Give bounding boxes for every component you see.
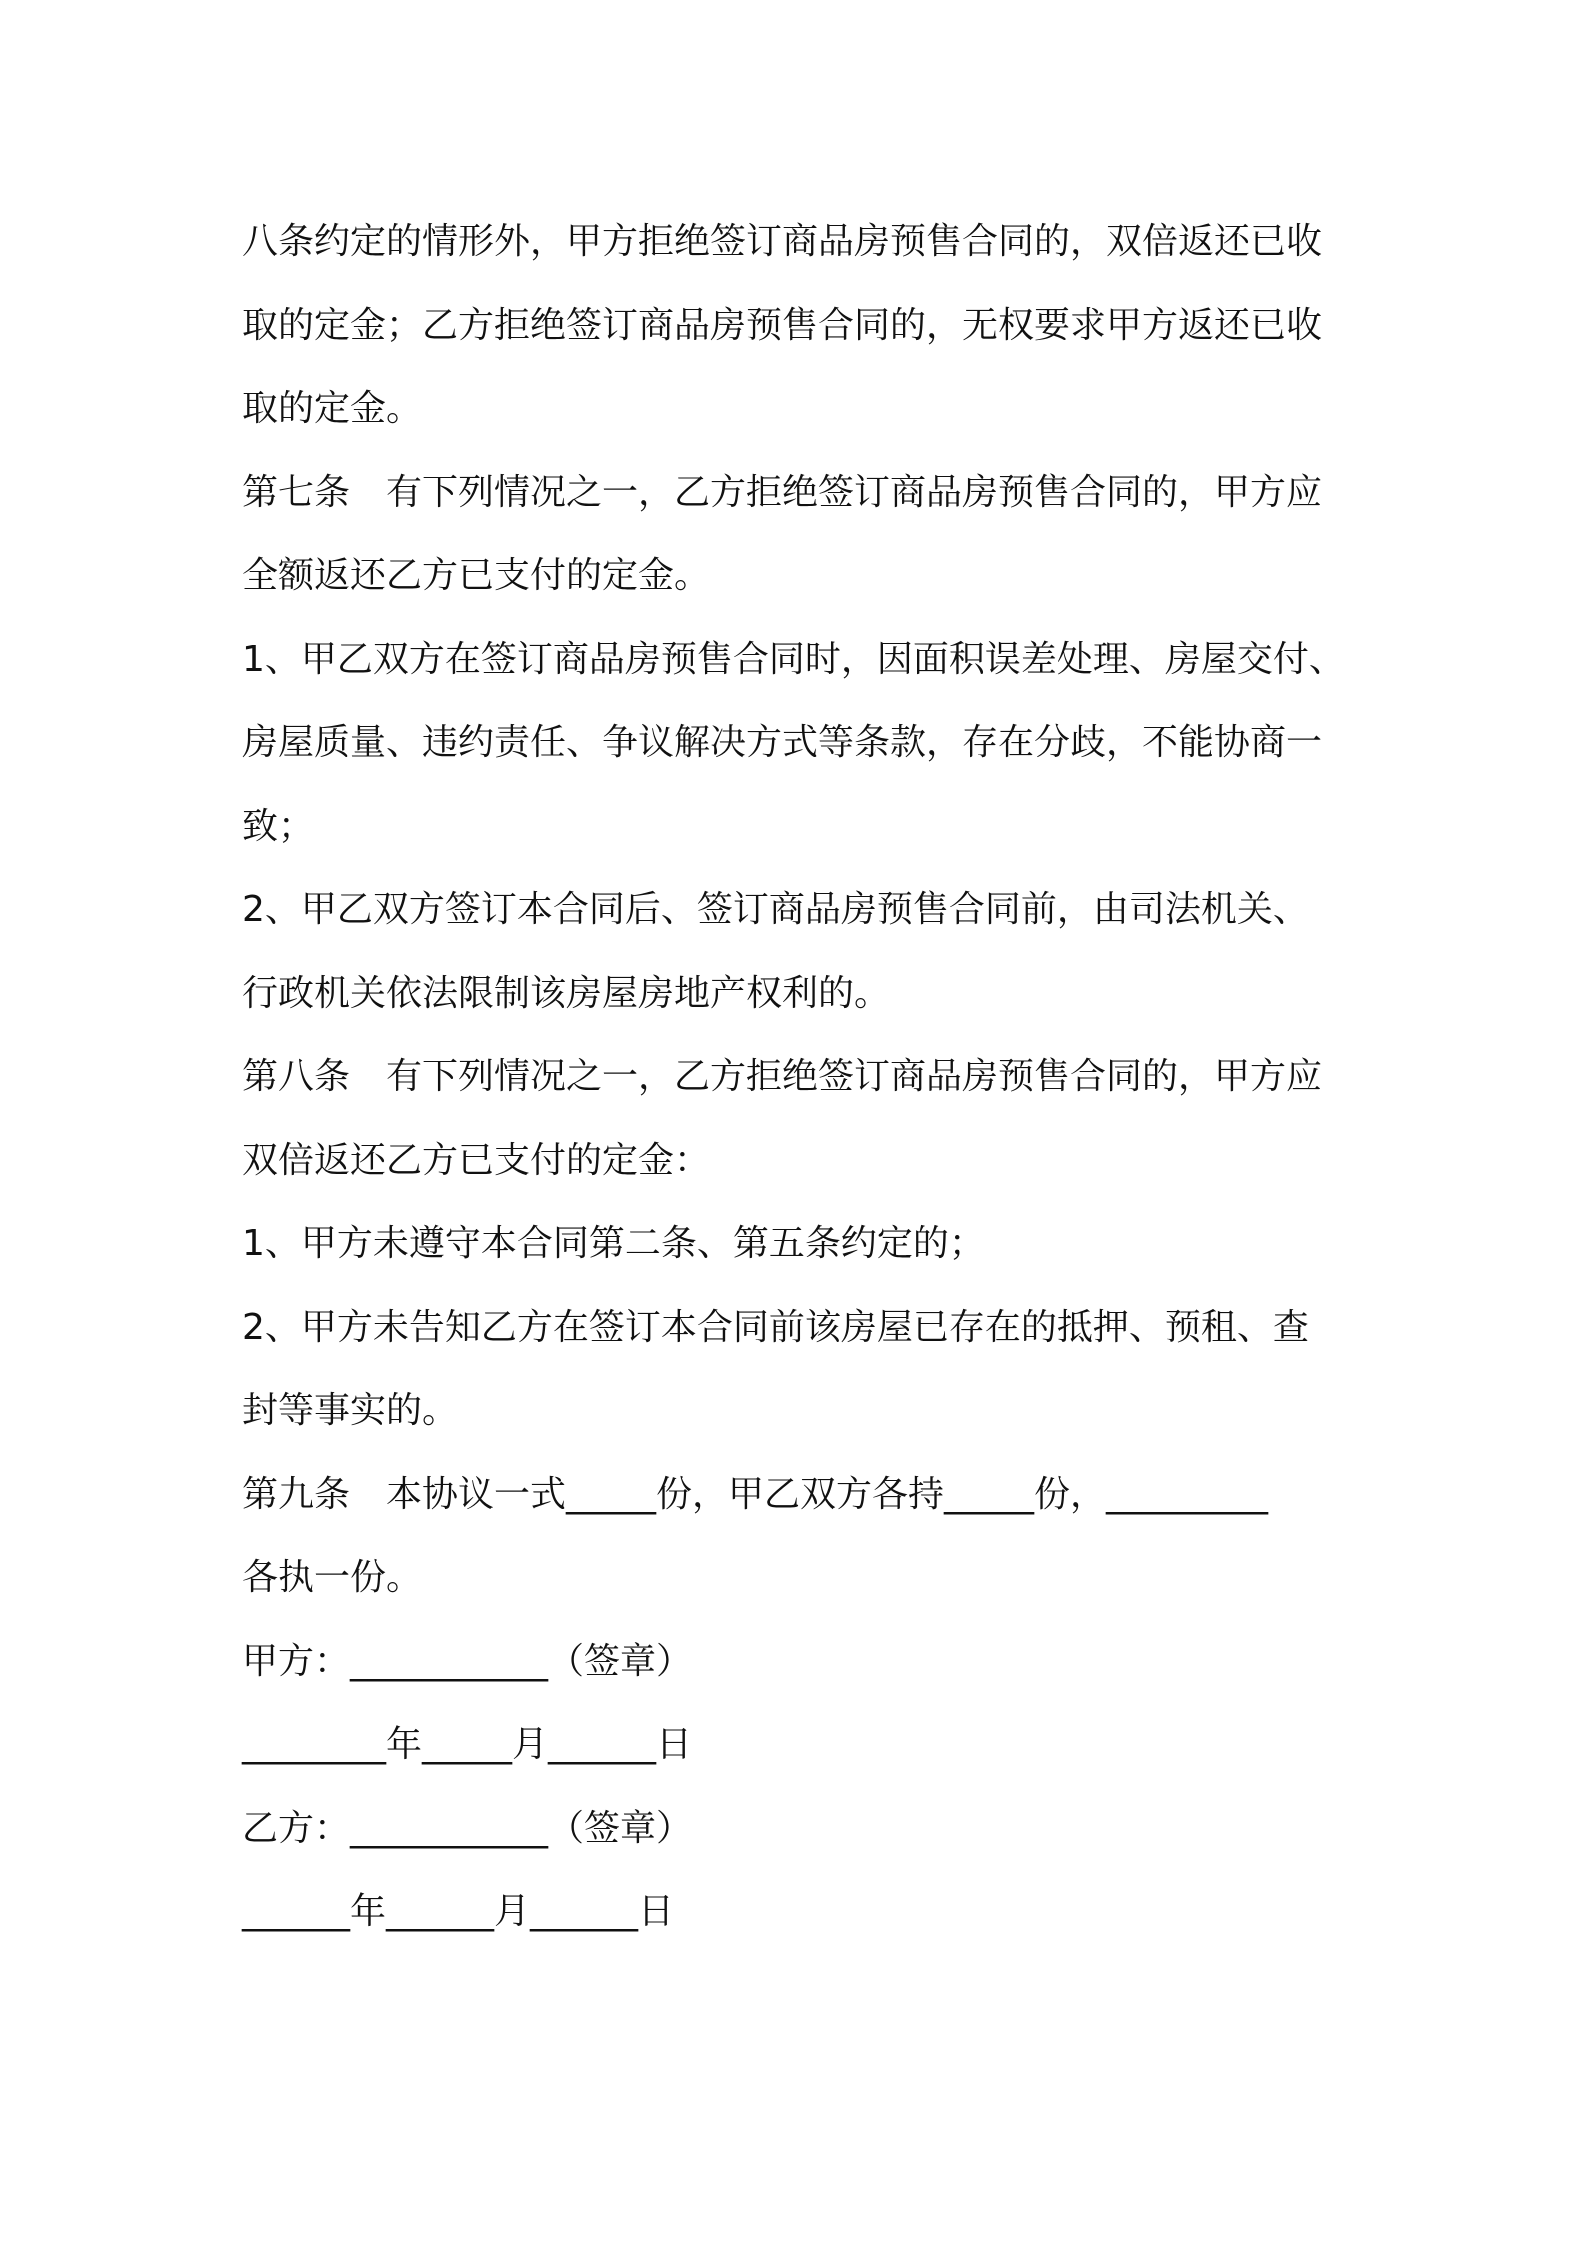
- party-b-signature: 乙方：___________（签章）: [242, 1807, 693, 1849]
- article-7-item-1-line-1: 1、甲乙双方在签订商品房预售合同时，因面积误差处理、房屋交付、: [242, 638, 1345, 680]
- article-7-heading: 第七条 有下列情况之一，乙方拒绝签订商品房预售合同的，甲方应: [242, 471, 1323, 513]
- article-8-line-2: 双倍返还乙方已支付的定金：: [242, 1139, 711, 1181]
- article-7-item-2-line-2: 行政机关依法限制该房屋房地产权利的。: [242, 972, 891, 1014]
- clause-8-continuation-line-2: 取的定金；乙方拒绝签订商品房预售合同的，无权要求甲方返还已收: [242, 304, 1323, 346]
- article-7-item-1-line-3: 致；: [242, 805, 315, 847]
- article-8-item-1: 1、甲方未遵守本合同第二条、第五条约定的；: [242, 1223, 985, 1264]
- clause-8-continuation-line-1: 八条约定的情形外，甲方拒绝签订商品房预售合同的，双倍返还已收: [242, 221, 1323, 262]
- article-8-item-2-line-2: 封等事实的。: [242, 1390, 459, 1431]
- article-9-heading: 第九条 本协议一式_____份，甲乙双方各持_____份，_________: [242, 1473, 1269, 1515]
- party-a-signature: 甲方：___________（签章）: [242, 1640, 693, 1682]
- party-b-date: ______年______月______日: [242, 1891, 674, 1932]
- party-a-date: ________年_____月______日: [242, 1724, 692, 1765]
- article-8-heading: 第八条 有下列情况之一，乙方拒绝签订商品房预售合同的，甲方应: [242, 1056, 1323, 1097]
- article-7-line-2: 全额返还乙方已支付的定金。: [242, 555, 711, 596]
- article-8-item-2-line-1: 2、甲方未告知乙方在签订本合同前该房屋已存在的抵押、预租、查: [242, 1306, 1309, 1348]
- clause-8-continuation-line-3: 取的定金。: [242, 388, 423, 429]
- contract-text: [242, 200, 1392, 1954]
- article-7-item-1-line-2: 房屋质量、违约责任、争议解决方式等条款，存在分歧，不能协商一: [242, 722, 1323, 763]
- article-7-item-2-line-1: 2、甲乙双方签订本合同后、签订商品房预售合同前，由司法机关、: [242, 889, 1309, 930]
- article-9-line-2: 各执一份。: [242, 1557, 423, 1598]
